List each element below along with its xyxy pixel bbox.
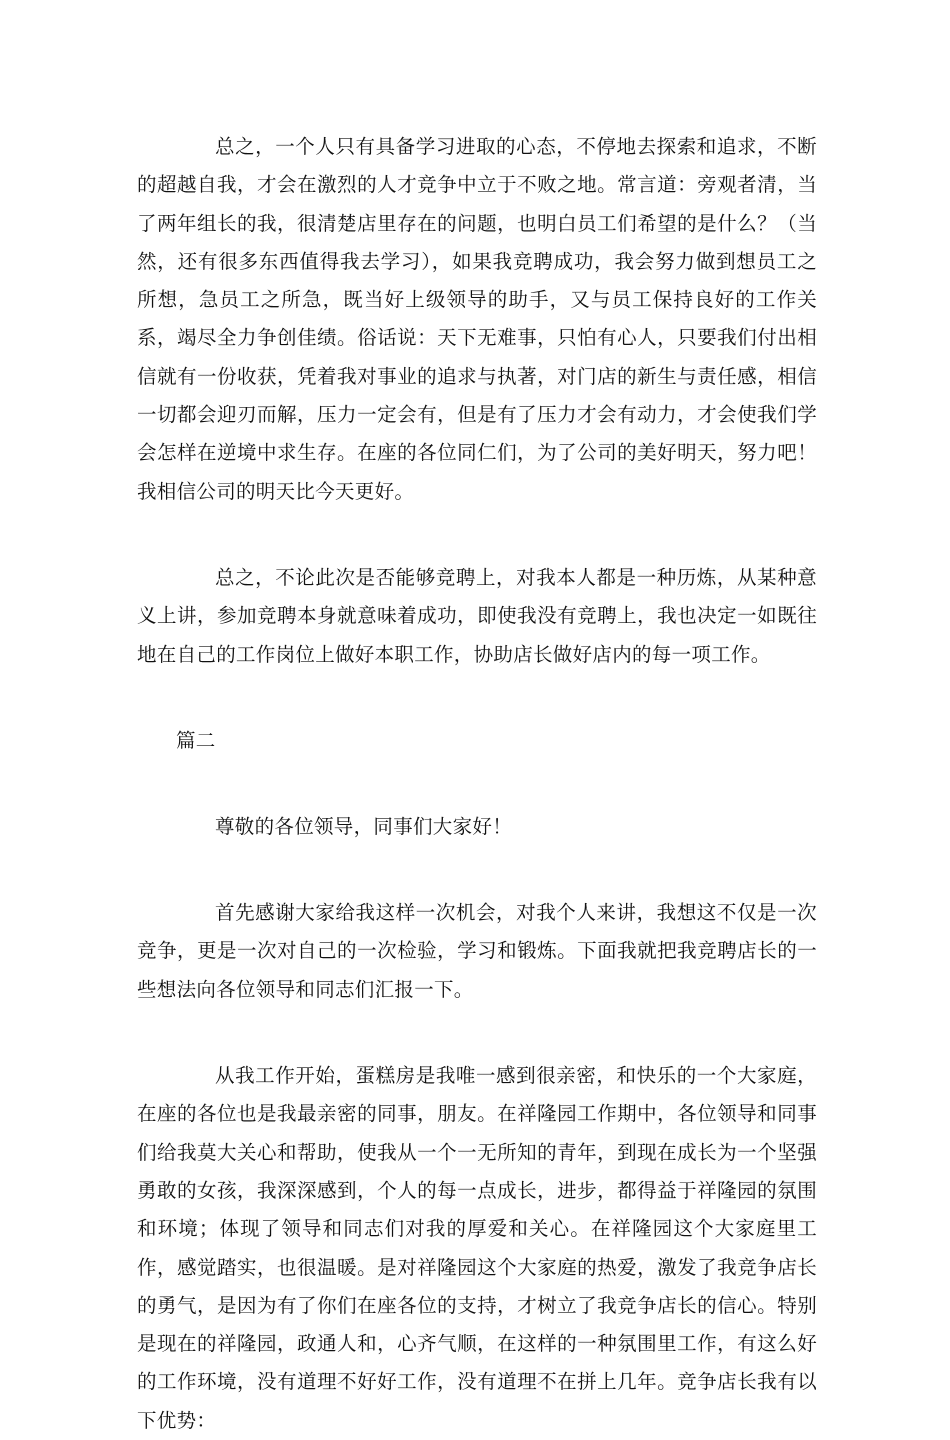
paragraph-thanks: 首先感谢大家给我这样一次机会，对我个人来讲，我想这不仅是一次竞争，更是一次对自己的一次检验，学习和锻炼。下面我就把我竞聘店长的一些想法向各位领导和同志们汇报一下。 [137, 901, 817, 1001]
paragraph-summary-1: 总之，一个人只有具备学习进取的心态，不停地去探索和追求，不断的超越自我，才会在激烈的人才竞争中立于不败之地。常言道：旁观者清，当了两年组长的我，很清楚店里存在的问题，也明白员工们希望的是什么？（当然，还有很多东西值得我去学习），如果我竞聘成功，我会努力做到想员工之所想，急员工之所急，既当好上级领导的助手，又与员工保持良好的工作关系，竭尽全力争创佳绩。俗话说：天下无难事，只怕有心人，只要我们付出相信就有一份收获，凭着我对事业的追求与执著，对门店的新生与责任感，相信一切都会迎刃而解，压力一定会有，但是有了压力才会有动力，才会使我们学会怎样在逆境中求生存。在座的各位同仁们，为了公司的美好明天，努力吧！我相信公司的明天比今天更好。 [137, 135, 817, 503]
paragraph-spacer [137, 511, 817, 559]
paragraph-spacer [137, 674, 817, 722]
paragraph-spacer [137, 1009, 817, 1057]
paragraph-greeting: 尊敬的各位领导，同事们大家好！ [215, 814, 513, 838]
paragraph-experience: 从我工作开始，蛋糕房是我唯一感到很亲密，和快乐的一个大家庭，在座的各位也是我最亲密的同事，朋友。在祥隆园工作期中，各位领导和同事们给我莫大关心和帮助，使我从一个一无所知的青年，到现在成长为一个坚强勇敢的女孩，我深深感到，个人的每一点成长，进步，都得益于祥隆园的氛围和环境；体现了领导和同志们对我的厚爱和关心。在祥隆园这个大家庭里工作，感觉踏实，也很温暖。是对祥隆园这个大家庭的热爱，激发了我竞争店长的勇气，是因为有了你们在座各位的支持，才树立了我竞争店长的信心。特别是现在的祥隆园，政通人和，心齐气顺，在这样的一种氛围里工作，有这么好的工作环境，没有道理不好好工作，没有道理不在拼上几年。竞争店长我有以下优势： [137, 1064, 817, 1432]
paragraph-spacer [137, 760, 817, 808]
document-page [137, 128, 817, 1440]
paragraph-summary-2: 总之，不论此次是否能够竞聘上，对我本人都是一种历炼，从某种意义上讲，参加竞聘本身就意味着成功，即使我没有竞聘上，我也决定一如既往地在自己的工作岗位上做好本职工作，协助店长做好店内的每一项工作。 [137, 565, 817, 666]
paragraph-spacer [137, 846, 817, 894]
section-heading: 篇二 [176, 728, 216, 752]
